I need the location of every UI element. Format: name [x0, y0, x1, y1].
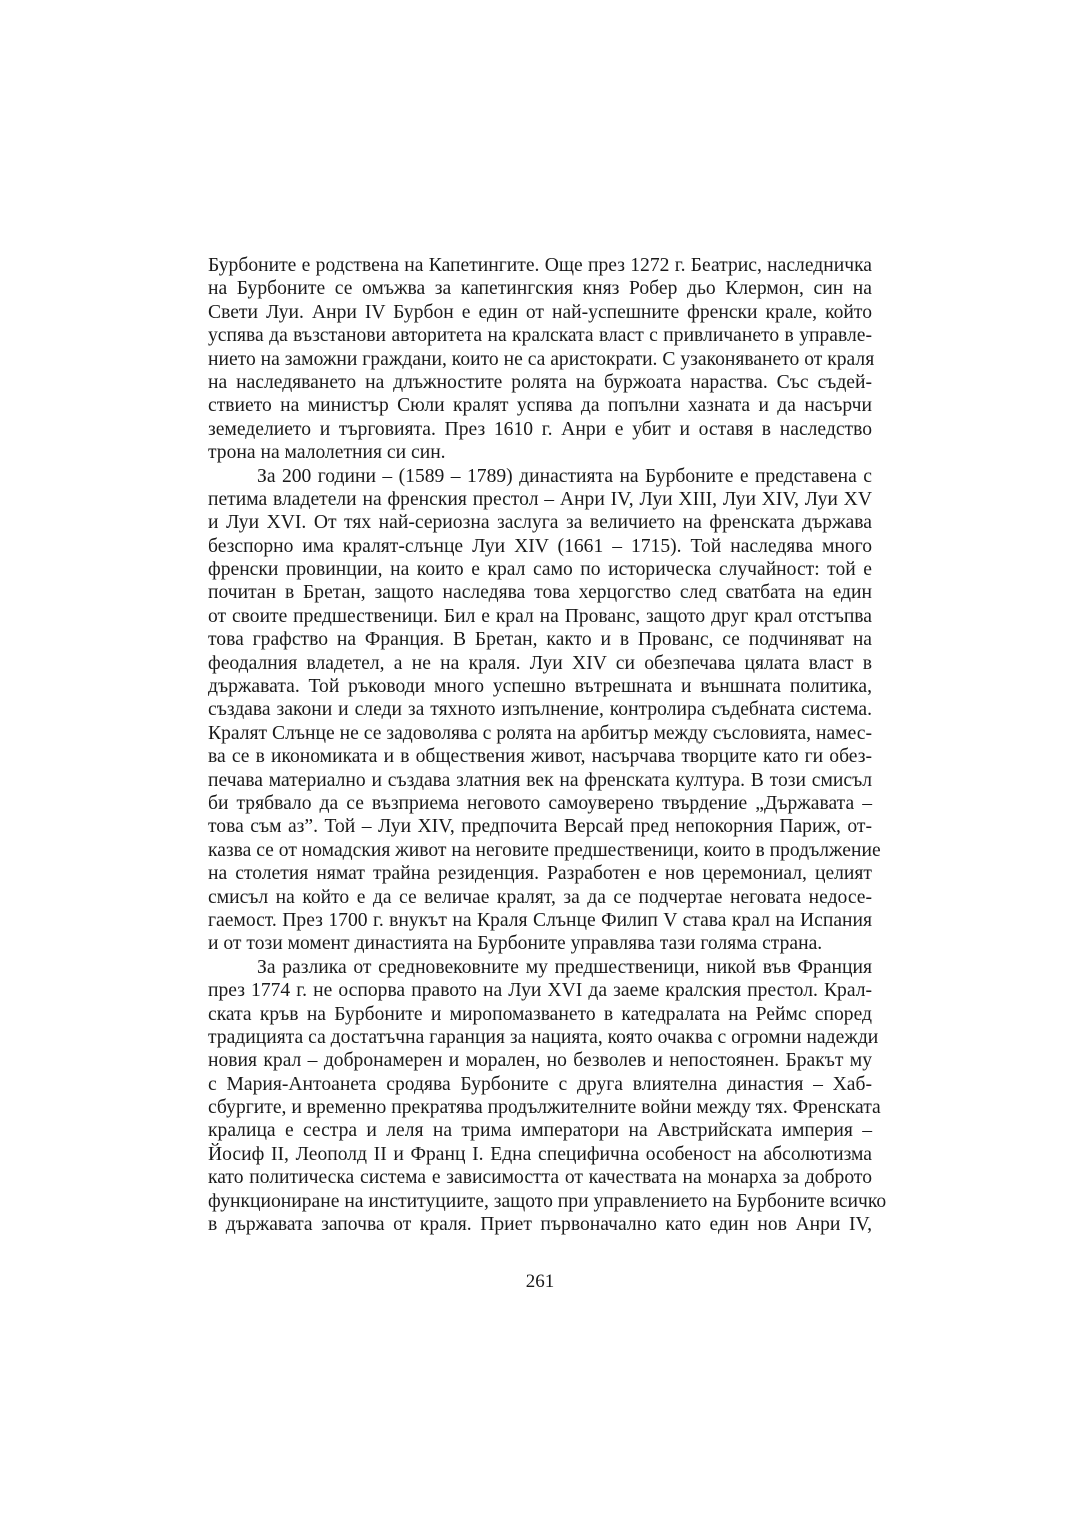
text-line: държавата. Той ръководи много успешно вътрешната и външната политика, — [208, 676, 872, 698]
text-line: новия крал – добронамерен и морален, но безволев и непостоянен. Бракът му — [208, 1050, 872, 1072]
text-line: ската кръв на Бурбоните и миропомазването в катедралата на Реймс според — [208, 1003, 872, 1025]
text-line: смисъл на който е да се величае кралят, за да се подчертае неговата недосе- — [208, 886, 872, 908]
text-line: би трябвало да се възприема неговото самоуверено твърдение „Държавата – — [208, 792, 872, 814]
text-line: За разлика от средновековните му предшественици, никой във Франция — [257, 956, 872, 978]
text-line: през 1774 г. не оспорва правото на Луи XVI да заеме кралския престол. Крал- — [208, 980, 872, 1002]
text-line: на столетия нямат трайна резиденция. Разработен е нов церемониал, целият — [208, 863, 872, 885]
text-line: от своите предшественици. Бил е крал на Прованс, защото друг крал отстъпва — [208, 605, 872, 627]
text-line: За 200 години – (1589 – 1789) династията на Бурбоните е представена с — [257, 465, 872, 487]
text-line: и Луи XVI. От тях най-сериозна заслуга за величието на френската държава — [208, 512, 872, 534]
text-line: в държавата започва от краля. Приет първоначално като един нов Анри IV, — [208, 1214, 872, 1236]
text-line: френски провинции, на които е крал само по историческа случайност: той е — [208, 559, 872, 581]
text-line: създава закони и следи за тяхното изпълнение, контролира съдебната система. — [208, 699, 872, 721]
text-line: това графство на Франция. В Бретан, както и в Прованс, се подчиняват на — [208, 629, 872, 651]
text-line: казва се от номадския живот на неговите предшественици, които в продължение — [208, 839, 881, 861]
text-line: печава материално и създава златния век на френската култура. В този смисъл — [208, 769, 872, 791]
text-line: почитан в Бретан, защото наследява това херцогство след сватбата на един — [208, 582, 872, 604]
text-line: ва се в икономиката и в обществения живот, насърчава творците като ги обез- — [208, 746, 872, 768]
page-number: 261 — [525, 1271, 555, 1292]
text-line: трона на малолетния си син. — [208, 442, 446, 464]
text-line: традицията са достатъчна гаранция за нацията, която очаква с огромни надежди — [208, 1026, 879, 1048]
text-line: Бурбоните е родствена на Капетингите. Още през 1272 г. Беатрис, наследничка — [208, 255, 872, 276]
text-line: на Бурбоните се омъжва за капетингския княз Робер дьо Клермон, син на — [208, 278, 872, 300]
text-line: земеделието и търговията. През 1610 г. Анри е убит и оставя в наследство — [208, 418, 872, 440]
text-line: функциониране на институциите, защото при управлението на Бурбоните всичко — [208, 1190, 887, 1212]
paragraph — [208, 254, 875, 465]
text-line: и от този момент династията на Бурбоните управлява тази голяма страна. — [208, 933, 823, 955]
text-line: Кралят Слънце не се задоволява с ролята на арбитър между съсловията, намес- — [208, 722, 872, 744]
text-line: с Мария-Антоанета сродява Бурбоните с друга влиятелна династия – Хаб- — [208, 1073, 872, 1095]
text-line: нието на заможни граждани, които не са аристократи. С узаконяването от краля — [208, 348, 875, 370]
text-line: гаемост. През 1700 г. внукът на Краля Слънце Филип V става крал на Испания — [208, 909, 872, 931]
body-text — [208, 254, 887, 1236]
text-line: безспорно има кралят-слънце Луи XIV (1661 – 1715). Той наследява много — [208, 535, 872, 557]
paragraph — [208, 465, 881, 956]
text-line: успява да възстанови авторитета на кралската власт с привличането в управле- — [208, 325, 872, 347]
text-line: ствието на министър Сюли кралят успява да попълни хазната и да насърчи — [208, 395, 872, 417]
text-line: Свети Луи. Анри IV Бурбон е един от най-успешните френски крале, който — [208, 301, 872, 323]
text-line: сбургите, и временно прекратява продължителните войни между тях. Френската — [208, 1097, 881, 1119]
text-line: на наследяването на длъжностите ролята на буржоата нараства. Със съдей- — [208, 371, 872, 393]
paragraph — [208, 956, 887, 1237]
text-line: това съм аз”. Той – Луи XIV, предпочита Версай пред непокорния Париж, от- — [208, 816, 872, 838]
text-line: кралица е сестра и леля на трима императори на Австрийската империя – — [208, 1120, 872, 1142]
text-line: Йосиф II, Леополд II и Франц I. Една специфична особеност на абсолютизма — [208, 1143, 872, 1165]
text-line: петима владетели на френския престол – Анри IV, Луи XIII, Луи XIV, Луи XV — [208, 488, 872, 510]
text-line: като политическа система е зависимостта от качествата на монарха за доброто — [208, 1167, 872, 1189]
text-line: феодалния владетел, а не на краля. Луи XIV си обезпечава цялата власт в — [208, 652, 872, 674]
